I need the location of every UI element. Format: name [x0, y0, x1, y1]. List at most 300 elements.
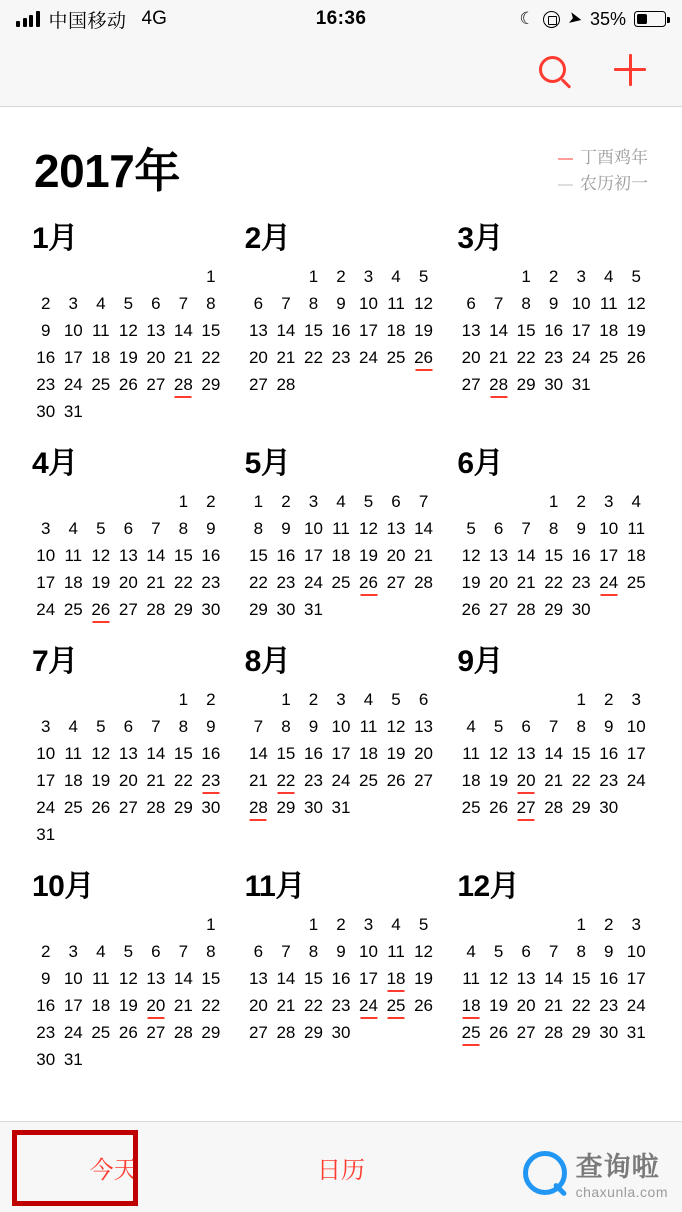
- day-cell[interactable]: 12: [626, 294, 646, 313]
- day-cell[interactable]: 6: [253, 294, 264, 313]
- day-cell[interactable]: 31: [571, 375, 591, 394]
- day-cell[interactable]: 20: [248, 348, 268, 367]
- day-cell[interactable]: 23: [197, 771, 225, 791]
- day-cell[interactable]: 21: [173, 348, 193, 367]
- day-cell[interactable]: 5: [631, 267, 641, 286]
- day-cell[interactable]: 7: [151, 717, 161, 736]
- day-cell[interactable]: 28: [485, 375, 513, 395]
- day-cell[interactable]: 19: [91, 771, 111, 790]
- day-cell[interactable]: 18: [599, 321, 619, 340]
- day-cell[interactable]: 30: [599, 1023, 619, 1042]
- month-block[interactable]: [447, 213, 660, 422]
- day-cell[interactable]: 12: [414, 294, 434, 313]
- day-cell[interactable]: 11: [332, 519, 350, 538]
- day-cell[interactable]: 10: [331, 717, 351, 736]
- day-cell[interactable]: 15: [201, 969, 221, 988]
- day-cell[interactable]: 11: [599, 294, 618, 313]
- day-cell[interactable]: 21: [248, 771, 268, 790]
- day-cell[interactable]: 22: [544, 573, 564, 592]
- day-cell[interactable]: 16: [571, 546, 591, 565]
- calendar-button[interactable]: 日历: [316, 1156, 365, 1184]
- day-cell[interactable]: 6: [391, 492, 401, 511]
- day-cell[interactable]: 21: [516, 573, 536, 592]
- day-cell[interactable]: 14: [414, 519, 434, 538]
- day-cell[interactable]: 27: [146, 1023, 166, 1042]
- day-cell[interactable]: 28: [276, 1023, 296, 1042]
- month-block[interactable]: [447, 636, 660, 845]
- day-cell[interactable]: 29: [173, 798, 193, 817]
- day-cell[interactable]: 15: [571, 969, 591, 988]
- month-block[interactable]: [447, 861, 660, 1070]
- day-cell[interactable]: 21: [146, 771, 166, 790]
- day-cell[interactable]: 3: [41, 717, 51, 736]
- day-cell[interactable]: 9: [308, 717, 319, 736]
- day-cell[interactable]: 30: [276, 600, 296, 619]
- month-block[interactable]: [22, 438, 235, 620]
- day-cell[interactable]: 19: [118, 348, 138, 367]
- day-cell[interactable]: 27: [386, 573, 406, 592]
- day-cell[interactable]: 2: [603, 915, 614, 934]
- search-icon[interactable]: [539, 56, 566, 88]
- day-cell[interactable]: 1: [281, 690, 291, 709]
- day-cell[interactable]: 29: [516, 375, 536, 394]
- day-cell[interactable]: 17: [36, 771, 56, 790]
- day-cell[interactable]: 12: [489, 969, 509, 988]
- day-cell[interactable]: 1: [308, 267, 319, 286]
- day-cell[interactable]: 25: [382, 996, 410, 1016]
- day-cell[interactable]: 26: [386, 771, 406, 790]
- day-cell[interactable]: 23: [544, 348, 564, 367]
- day-cell[interactable]: 10: [599, 519, 619, 538]
- day-cell[interactable]: 15: [516, 321, 536, 340]
- day-cell[interactable]: 14: [276, 969, 296, 988]
- day-cell[interactable]: 5: [493, 942, 504, 961]
- day-cell[interactable]: 20: [118, 771, 138, 790]
- day-cell[interactable]: 24: [626, 996, 646, 1015]
- month-block[interactable]: [235, 438, 448, 620]
- day-cell[interactable]: 14: [516, 546, 536, 565]
- day-cell[interactable]: 25: [359, 771, 378, 790]
- day-cell[interactable]: 19: [359, 546, 378, 565]
- day-cell[interactable]: 10: [359, 294, 378, 313]
- day-cell[interactable]: 22: [516, 348, 536, 367]
- day-cell[interactable]: 31: [63, 1050, 83, 1069]
- day-cell[interactable]: 6: [521, 942, 531, 961]
- day-cell[interactable]: 4: [68, 717, 78, 736]
- day-cell[interactable]: 4: [96, 294, 106, 313]
- day-cell[interactable]: 13: [248, 969, 268, 988]
- day-cell[interactable]: 29: [201, 1023, 221, 1042]
- day-cell[interactable]: 25: [457, 1023, 485, 1043]
- day-cell[interactable]: 21: [544, 996, 564, 1015]
- day-cell[interactable]: 17: [63, 996, 83, 1015]
- day-cell[interactable]: 28: [170, 375, 198, 395]
- day-cell[interactable]: 9: [576, 519, 586, 538]
- day-cell[interactable]: 18: [63, 771, 83, 790]
- day-cell[interactable]: 8: [206, 294, 216, 313]
- day-cell[interactable]: 5: [96, 519, 106, 538]
- day-cell[interactable]: 9: [206, 519, 216, 538]
- day-cell[interactable]: 7: [493, 294, 504, 313]
- day-cell[interactable]: 13: [489, 546, 509, 565]
- day-cell[interactable]: 22: [201, 996, 221, 1015]
- day-cell[interactable]: 18: [382, 969, 410, 989]
- month-block[interactable]: [22, 213, 235, 422]
- day-cell[interactable]: 30: [201, 600, 221, 619]
- day-cell[interactable]: 11: [627, 519, 646, 538]
- day-cell[interactable]: 9: [281, 519, 291, 538]
- day-cell[interactable]: 21: [276, 996, 296, 1015]
- day-cell[interactable]: 25: [91, 1023, 111, 1042]
- day-cell[interactable]: 1: [576, 915, 586, 934]
- day-cell[interactable]: 8: [548, 519, 559, 538]
- day-cell[interactable]: 26: [410, 348, 438, 368]
- day-cell[interactable]: 8: [178, 519, 189, 538]
- day-cell[interactable]: 6: [521, 717, 531, 736]
- day-cell[interactable]: 30: [544, 375, 564, 394]
- day-cell[interactable]: 26: [87, 600, 115, 620]
- day-cell[interactable]: 24: [355, 996, 383, 1016]
- day-cell[interactable]: 12: [414, 942, 434, 961]
- day-cell[interactable]: 7: [548, 717, 559, 736]
- day-cell[interactable]: 23: [331, 348, 351, 367]
- day-cell[interactable]: 9: [336, 942, 346, 961]
- month-block[interactable]: [235, 213, 448, 422]
- day-cell[interactable]: 3: [68, 294, 78, 313]
- day-cell[interactable]: 18: [626, 546, 646, 565]
- day-cell[interactable]: 7: [548, 942, 559, 961]
- day-cell[interactable]: 7: [178, 942, 189, 961]
- day-cell[interactable]: 24: [36, 600, 56, 619]
- day-cell[interactable]: 28: [544, 1023, 564, 1042]
- day-cell[interactable]: 10: [63, 321, 83, 340]
- day-cell[interactable]: 26: [118, 375, 138, 394]
- day-cell[interactable]: 28: [544, 798, 564, 817]
- day-cell[interactable]: 24: [359, 348, 378, 367]
- day-cell[interactable]: 3: [363, 915, 374, 934]
- day-cell[interactable]: 27: [118, 798, 138, 817]
- day-cell[interactable]: 20: [142, 996, 170, 1016]
- day-cell[interactable]: 20: [414, 744, 434, 763]
- day-cell[interactable]: 19: [489, 996, 509, 1015]
- day-cell[interactable]: 7: [521, 519, 531, 538]
- day-cell[interactable]: 22: [304, 996, 323, 1015]
- day-cell[interactable]: 22: [272, 771, 300, 791]
- day-cell[interactable]: 12: [461, 546, 481, 565]
- day-cell[interactable]: 30: [571, 600, 591, 619]
- day-cell[interactable]: 2: [603, 690, 614, 709]
- day-cell[interactable]: 2: [308, 690, 319, 709]
- day-cell[interactable]: 4: [391, 915, 401, 934]
- day-cell[interactable]: 23: [331, 996, 351, 1015]
- day-cell[interactable]: 22: [571, 771, 591, 790]
- day-cell[interactable]: 18: [461, 771, 481, 790]
- day-cell[interactable]: 2: [576, 492, 586, 511]
- day-cell[interactable]: 17: [36, 573, 56, 592]
- day-cell[interactable]: 4: [631, 492, 641, 511]
- day-cell[interactable]: 7: [151, 519, 161, 538]
- day-cell[interactable]: 20: [386, 546, 406, 565]
- month-block[interactable]: [22, 861, 235, 1070]
- day-cell[interactable]: 15: [201, 321, 221, 340]
- day-cell[interactable]: 2: [41, 942, 51, 961]
- day-cell[interactable]: 26: [355, 573, 383, 593]
- day-cell[interactable]: 1: [178, 690, 189, 709]
- day-cell[interactable]: 7: [281, 942, 291, 961]
- day-cell[interactable]: 16: [544, 321, 564, 340]
- day-cell[interactable]: 2: [336, 915, 346, 934]
- day-cell[interactable]: 5: [363, 492, 374, 511]
- day-cell[interactable]: 24: [595, 573, 623, 593]
- day-cell[interactable]: 4: [68, 519, 78, 538]
- day-cell[interactable]: 1: [576, 690, 586, 709]
- day-cell[interactable]: 17: [304, 546, 323, 565]
- day-cell[interactable]: 20: [489, 573, 509, 592]
- day-cell[interactable]: 5: [123, 294, 134, 313]
- day-cell[interactable]: 27: [512, 798, 540, 818]
- day-cell[interactable]: 30: [36, 402, 56, 421]
- day-cell[interactable]: 15: [544, 546, 564, 565]
- day-cell[interactable]: 5: [466, 519, 476, 538]
- day-cell[interactable]: 12: [91, 546, 111, 565]
- day-cell[interactable]: 19: [118, 996, 138, 1015]
- day-cell[interactable]: 25: [386, 348, 406, 367]
- day-cell[interactable]: 1: [178, 492, 189, 511]
- month-block[interactable]: [22, 636, 235, 845]
- day-cell[interactable]: 5: [123, 942, 134, 961]
- day-cell[interactable]: 14: [248, 744, 268, 763]
- day-cell[interactable]: 6: [123, 519, 134, 538]
- day-cell[interactable]: 30: [331, 1023, 351, 1042]
- day-cell[interactable]: 20: [512, 771, 540, 791]
- day-cell[interactable]: 19: [461, 573, 481, 592]
- day-cell[interactable]: 10: [626, 942, 646, 961]
- day-cell[interactable]: 12: [118, 969, 138, 988]
- day-cell[interactable]: 5: [493, 717, 504, 736]
- day-cell[interactable]: 29: [544, 600, 564, 619]
- day-cell[interactable]: 15: [248, 546, 268, 565]
- day-cell[interactable]: 8: [308, 294, 319, 313]
- day-cell[interactable]: 8: [253, 519, 264, 538]
- day-cell[interactable]: 9: [548, 294, 559, 313]
- day-cell[interactable]: 15: [173, 546, 193, 565]
- day-cell[interactable]: 16: [331, 969, 351, 988]
- day-cell[interactable]: 31: [63, 402, 83, 421]
- day-cell[interactable]: 7: [178, 294, 189, 313]
- day-cell[interactable]: 7: [418, 492, 429, 511]
- day-cell[interactable]: 26: [414, 996, 434, 1015]
- day-cell[interactable]: 28: [146, 600, 166, 619]
- day-cell[interactable]: 25: [63, 600, 83, 619]
- day-cell[interactable]: 1: [521, 267, 531, 286]
- day-cell[interactable]: 22: [571, 996, 591, 1015]
- day-cell[interactable]: 12: [118, 321, 138, 340]
- day-cell[interactable]: 26: [626, 348, 646, 367]
- day-cell[interactable]: 22: [173, 573, 193, 592]
- day-cell[interactable]: 23: [36, 1023, 56, 1042]
- day-cell[interactable]: 14: [146, 744, 166, 763]
- day-cell[interactable]: 23: [36, 375, 56, 394]
- day-cell[interactable]: 9: [603, 942, 614, 961]
- day-cell[interactable]: 3: [631, 690, 641, 709]
- day-cell[interactable]: 6: [466, 294, 476, 313]
- day-cell[interactable]: 17: [63, 348, 83, 367]
- day-cell[interactable]: 30: [36, 1050, 56, 1069]
- day-cell[interactable]: 25: [63, 798, 83, 817]
- day-cell[interactable]: 28: [516, 600, 536, 619]
- day-cell[interactable]: 3: [576, 267, 586, 286]
- day-cell[interactable]: 10: [626, 717, 646, 736]
- day-cell[interactable]: 3: [308, 492, 319, 511]
- day-cell[interactable]: 4: [466, 717, 476, 736]
- day-cell[interactable]: 18: [359, 744, 378, 763]
- day-cell[interactable]: 7: [281, 294, 291, 313]
- day-cell[interactable]: 4: [96, 942, 106, 961]
- day-cell[interactable]: 29: [571, 798, 591, 817]
- day-cell[interactable]: 6: [151, 294, 161, 313]
- day-cell[interactable]: 25: [91, 375, 111, 394]
- day-cell[interactable]: 23: [201, 573, 221, 592]
- day-cell[interactable]: 3: [363, 267, 374, 286]
- day-cell[interactable]: 21: [414, 546, 434, 565]
- day-cell[interactable]: 11: [91, 969, 110, 988]
- day-cell[interactable]: 22: [248, 573, 268, 592]
- day-cell[interactable]: 4: [466, 942, 476, 961]
- day-cell[interactable]: 13: [386, 519, 406, 538]
- day-cell[interactable]: 25: [599, 348, 619, 367]
- day-cell[interactable]: 31: [304, 600, 323, 619]
- day-cell[interactable]: 16: [599, 744, 619, 763]
- day-cell[interactable]: 13: [516, 969, 536, 988]
- day-cell[interactable]: 14: [544, 969, 564, 988]
- day-cell[interactable]: 26: [489, 798, 509, 817]
- day-cell[interactable]: 19: [626, 321, 646, 340]
- day-cell[interactable]: 18: [63, 573, 83, 592]
- day-cell[interactable]: 24: [571, 348, 591, 367]
- day-cell[interactable]: 4: [363, 690, 374, 709]
- day-cell[interactable]: 16: [36, 348, 56, 367]
- day-cell[interactable]: 24: [63, 1023, 83, 1042]
- day-cell[interactable]: 27: [118, 600, 138, 619]
- day-cell[interactable]: 23: [571, 573, 591, 592]
- day-cell[interactable]: 15: [304, 321, 323, 340]
- day-cell[interactable]: 2: [206, 492, 216, 511]
- day-cell[interactable]: 16: [599, 969, 619, 988]
- day-cell[interactable]: 27: [146, 375, 166, 394]
- day-cell[interactable]: 29: [248, 600, 268, 619]
- day-cell[interactable]: 7: [253, 717, 264, 736]
- day-cell[interactable]: 12: [386, 717, 406, 736]
- day-cell[interactable]: 14: [276, 321, 296, 340]
- day-cell[interactable]: 6: [151, 942, 161, 961]
- day-cell[interactable]: 8: [281, 717, 291, 736]
- day-cell[interactable]: 4: [391, 267, 401, 286]
- day-cell[interactable]: 29: [201, 375, 221, 394]
- day-cell[interactable]: 16: [276, 546, 296, 565]
- day-cell[interactable]: 6: [418, 690, 429, 709]
- day-cell[interactable]: 1: [206, 915, 216, 934]
- day-cell[interactable]: 14: [544, 744, 564, 763]
- day-cell[interactable]: 22: [304, 348, 323, 367]
- day-cell[interactable]: 20: [248, 996, 268, 1015]
- today-button[interactable]: [0, 1122, 227, 1212]
- day-cell[interactable]: 11: [462, 969, 480, 988]
- day-cell[interactable]: 22: [173, 771, 193, 790]
- day-cell[interactable]: 11: [462, 744, 480, 763]
- day-cell[interactable]: 29: [571, 1023, 591, 1042]
- day-cell[interactable]: 10: [36, 744, 56, 763]
- day-cell[interactable]: 8: [308, 942, 319, 961]
- day-cell[interactable]: 27: [414, 771, 434, 790]
- day-cell[interactable]: 8: [206, 942, 216, 961]
- day-cell[interactable]: 3: [631, 915, 641, 934]
- month-block[interactable]: [447, 438, 660, 620]
- day-cell[interactable]: 25: [331, 573, 351, 592]
- day-cell[interactable]: 6: [123, 717, 134, 736]
- day-cell[interactable]: 11: [387, 294, 405, 313]
- day-cell[interactable]: 8: [576, 717, 586, 736]
- day-cell[interactable]: 28: [276, 375, 296, 394]
- day-cell[interactable]: 3: [41, 519, 51, 538]
- day-cell[interactable]: 11: [359, 717, 378, 736]
- day-cell[interactable]: 10: [63, 969, 83, 988]
- day-cell[interactable]: 26: [91, 798, 111, 817]
- day-cell[interactable]: 9: [336, 294, 346, 313]
- month-block[interactable]: [235, 861, 448, 1070]
- day-cell[interactable]: 5: [391, 690, 401, 709]
- day-cell[interactable]: 23: [599, 996, 619, 1015]
- day-cell[interactable]: 28: [414, 573, 434, 592]
- month-block[interactable]: [235, 636, 448, 845]
- day-cell[interactable]: 19: [489, 771, 509, 790]
- day-cell[interactable]: 16: [36, 996, 56, 1015]
- day-cell[interactable]: 2: [281, 492, 291, 511]
- day-cell[interactable]: 12: [359, 519, 378, 538]
- day-cell[interactable]: 24: [304, 573, 323, 592]
- day-cell[interactable]: 23: [276, 573, 296, 592]
- day-cell[interactable]: 12: [91, 744, 111, 763]
- day-cell[interactable]: 27: [248, 1023, 268, 1042]
- day-cell[interactable]: 1: [253, 492, 264, 511]
- day-cell[interactable]: 14: [489, 321, 509, 340]
- day-cell[interactable]: 6: [253, 942, 264, 961]
- day-cell[interactable]: 23: [599, 771, 619, 790]
- day-cell[interactable]: 17: [571, 321, 591, 340]
- day-cell[interactable]: 10: [571, 294, 591, 313]
- day-cell[interactable]: 27: [248, 375, 268, 394]
- day-cell[interactable]: 19: [414, 969, 434, 988]
- day-cell[interactable]: 21: [276, 348, 296, 367]
- day-cell[interactable]: 11: [64, 744, 83, 763]
- day-cell[interactable]: 18: [457, 996, 485, 1016]
- day-cell[interactable]: 17: [626, 969, 646, 988]
- day-cell[interactable]: 30: [201, 798, 221, 817]
- day-cell[interactable]: 5: [418, 915, 429, 934]
- day-cell[interactable]: 18: [331, 546, 351, 565]
- day-cell[interactable]: 31: [36, 825, 56, 844]
- day-cell[interactable]: 18: [91, 348, 111, 367]
- day-cell[interactable]: 24: [626, 771, 646, 790]
- day-cell[interactable]: 10: [359, 942, 378, 961]
- day-cell[interactable]: 11: [91, 321, 110, 340]
- day-cell[interactable]: 21: [544, 771, 564, 790]
- day-cell[interactable]: 9: [41, 969, 51, 988]
- add-event-plus-icon[interactable]: [614, 54, 646, 91]
- day-cell[interactable]: 23: [304, 771, 323, 790]
- day-cell[interactable]: 16: [201, 546, 221, 565]
- day-cell[interactable]: 13: [146, 969, 166, 988]
- day-cell[interactable]: 28: [146, 798, 166, 817]
